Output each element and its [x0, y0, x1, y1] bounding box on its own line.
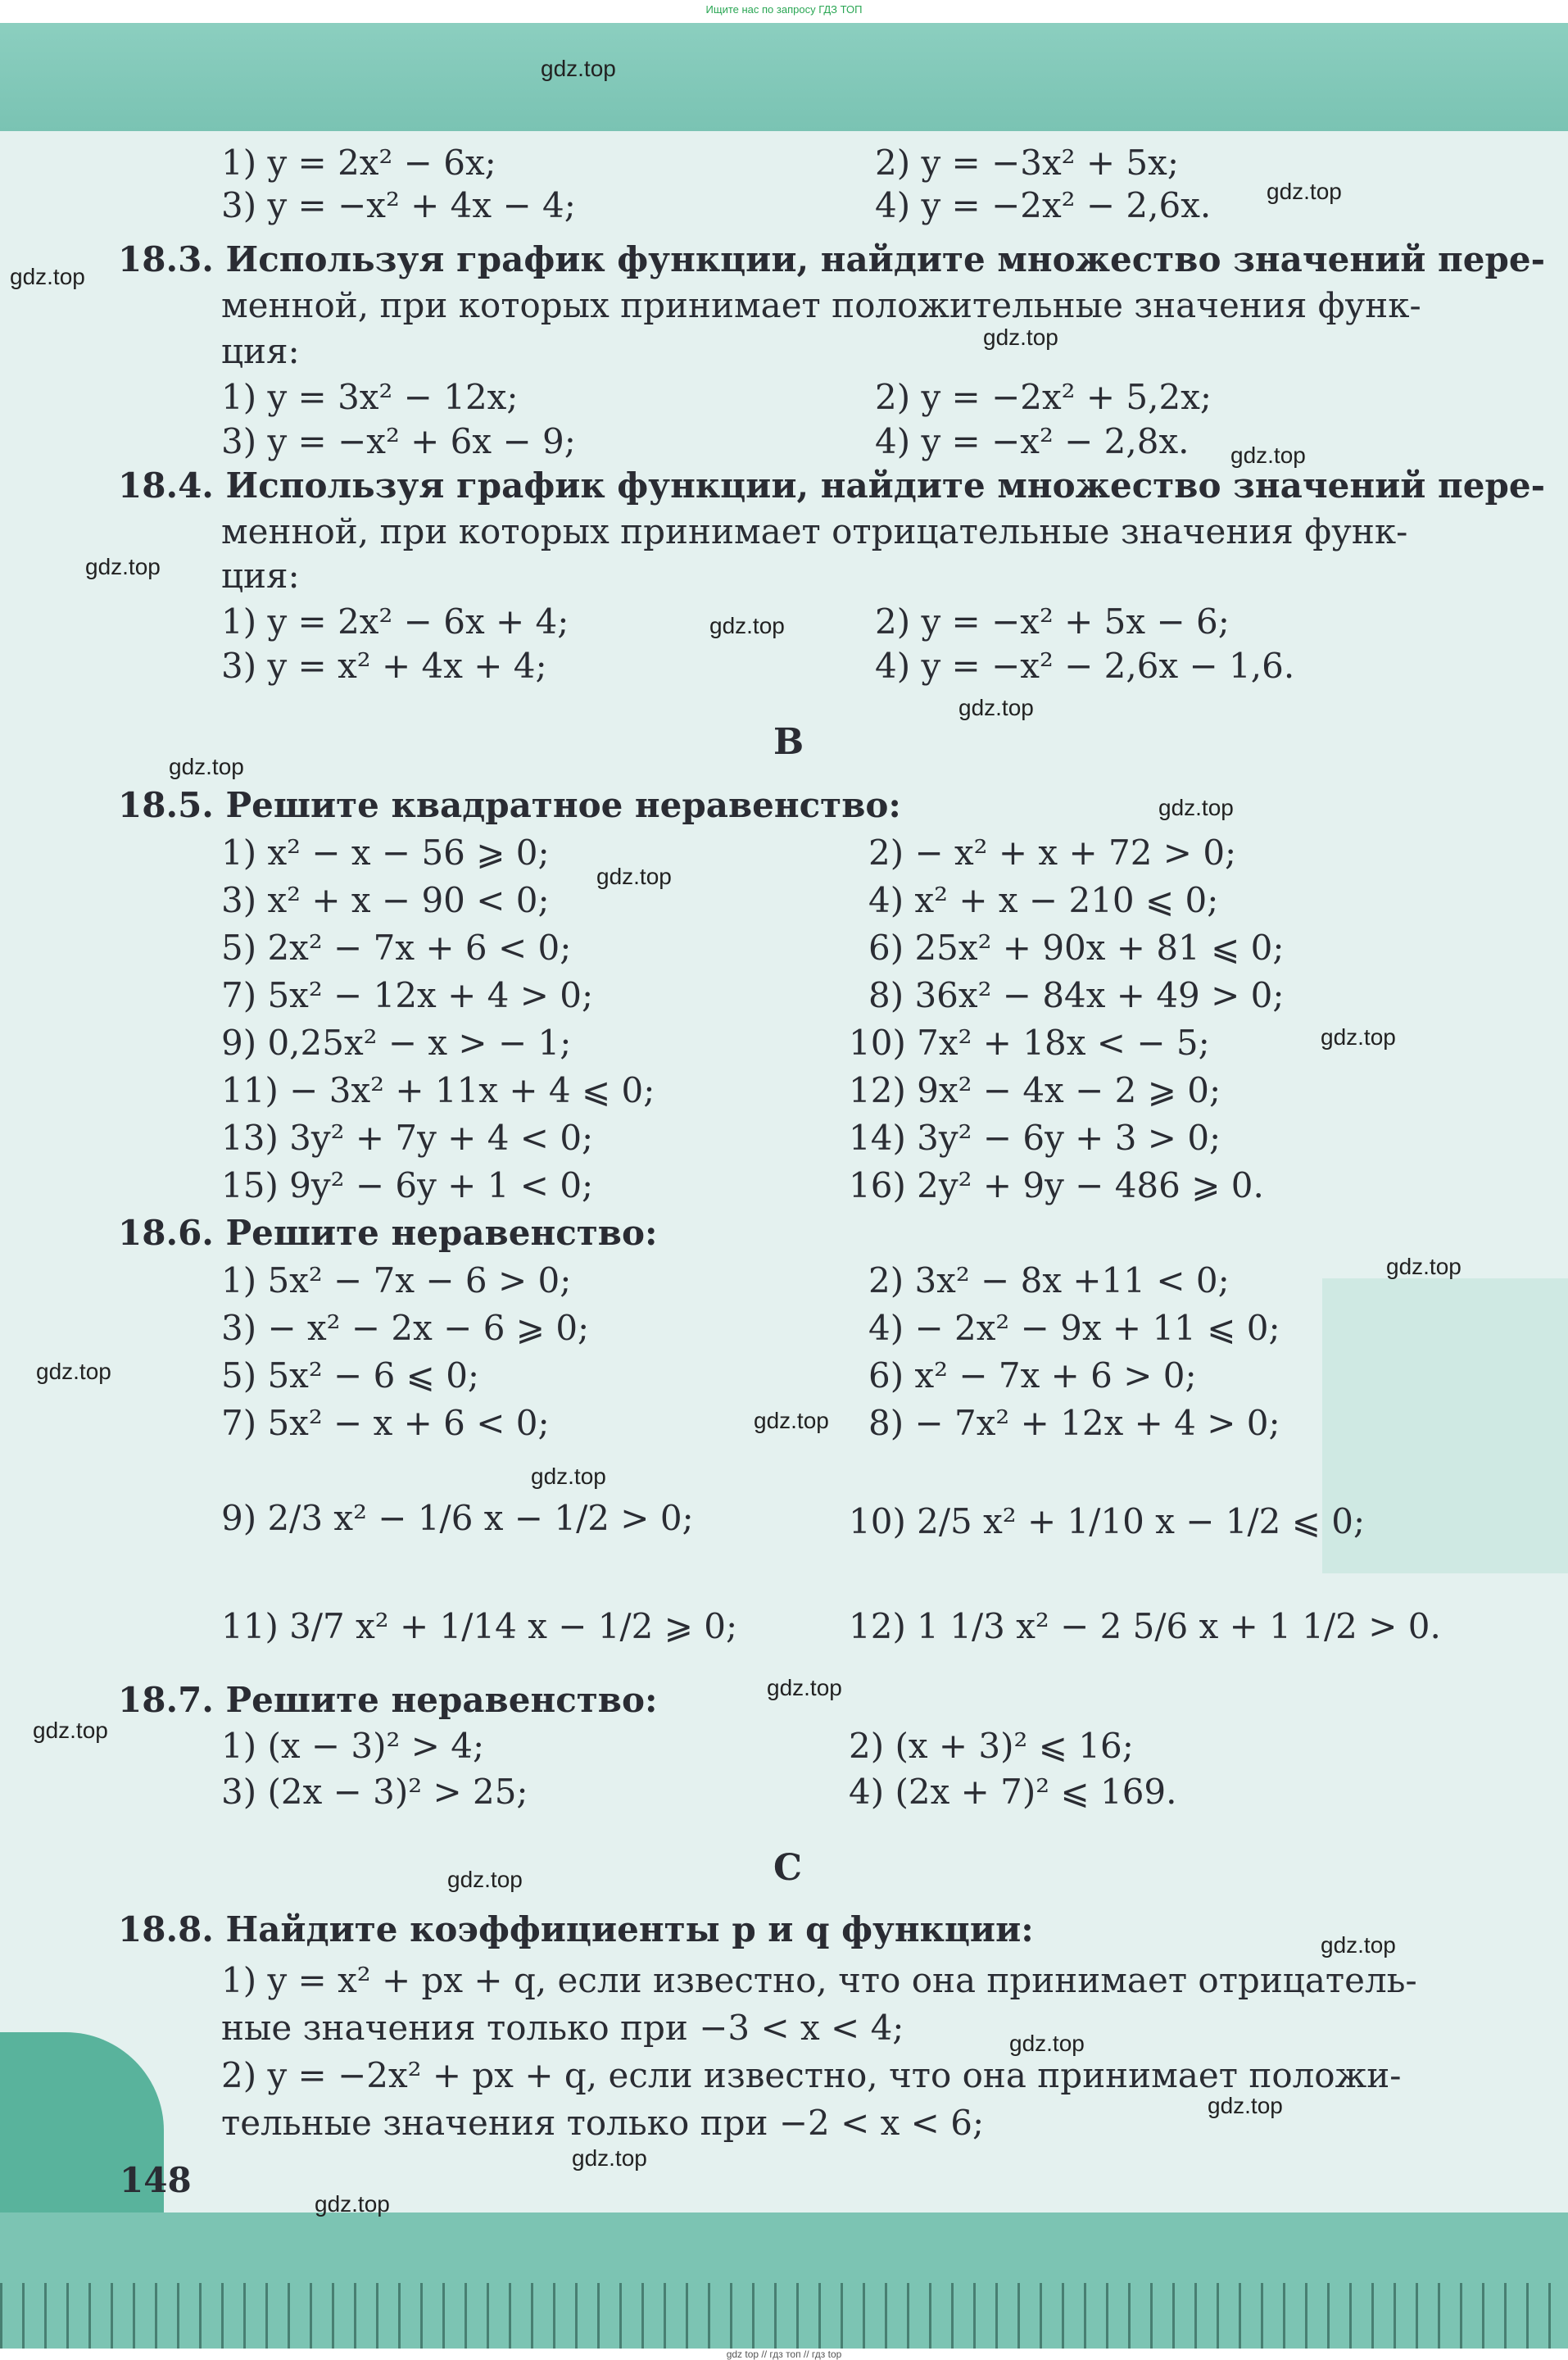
exercise-line: 1) y = 3x² − 12x; [221, 377, 519, 417]
watermark: gdz.top [572, 2145, 647, 2171]
exercise-line: ция: [221, 331, 300, 371]
exercise-heading: 18.4. Используя график функции, найдите множество значений пере- [118, 465, 1545, 506]
watermark: gdz.top [709, 613, 785, 638]
exercise-line: 3) y = −x² + 6x − 9; [221, 421, 576, 461]
exercise-line: 1) y = 2x² − 6x + 4; [221, 601, 569, 642]
watermark: gdz.top [36, 1359, 111, 1384]
exercise-line: 9) 0,25x² − x > − 1; [221, 1023, 572, 1063]
exercise-line: менной, при которых принимает положительные значения функ- [221, 285, 1421, 325]
exercise-line: 3) x² + x − 90 < 0; [221, 880, 550, 920]
watermark: gdz.top [1386, 1254, 1462, 1279]
exercise-line: 4) x² + x − 210 ⩽ 0; [868, 880, 1219, 920]
watermark: gdz.top [1208, 2093, 1283, 2118]
exercise-line: 4) y = −2x² − 2,6x. [875, 185, 1212, 225]
exercise-line: 4) y = −x² − 2,8x. [875, 421, 1190, 461]
page-number: 148 [120, 2160, 192, 2200]
exercise-line: 1) x² − x − 56 ⩾ 0; [221, 833, 550, 873]
watermark: gdz.top [1321, 1024, 1396, 1050]
exercise-heading: 18.7. Решите неравенство: [118, 1680, 658, 1720]
exercise-line: 1) 5x² − 7x − 6 > 0; [221, 1260, 572, 1300]
exercise-line: тельные значения только при −2 < x < 6; [221, 2103, 985, 2143]
exercise-line: 16) 2y² + 9y − 486 ⩾ 0. [849, 1165, 1264, 1205]
exercise-line: 1) (x − 3)² > 4; [221, 1726, 485, 1766]
exercise-line: 9) 2/3 x² − 1/6 x − 1/2 > 0; [221, 1498, 694, 1538]
exercise-line: 2) y = −2x² + 5,2x; [875, 377, 1212, 417]
watermark: gdz.top [85, 554, 161, 579]
watermark: gdz.top [958, 695, 1034, 720]
exercise-line: 15) 9y² − 6y + 1 < 0; [221, 1165, 594, 1205]
section-letter: B [773, 721, 804, 763]
exercise-line: 14) 3y² − 6y + 3 > 0; [849, 1118, 1221, 1158]
exercise-line: ные значения только при −3 < x < 4; [221, 2008, 904, 2048]
exercise-line: 6) x² − 7x + 6 > 0; [868, 1355, 1197, 1396]
exercise-line: 5) 2x² − 7x + 6 < 0; [221, 928, 572, 968]
watermark: gdz.top [33, 1718, 108, 1743]
exercise-line: 12) 9x² − 4x − 2 ⩾ 0; [849, 1070, 1221, 1110]
exercise-line: 8) − 7x² + 12x + 4 > 0; [868, 1403, 1280, 1443]
top-note: Ищите нас по запросу ГДЗ ТОП [705, 3, 863, 16]
exercise-line: ция: [221, 556, 300, 596]
watermark: gdz.top [10, 264, 85, 289]
exercise-line: 13) 3y² + 7y + 4 < 0; [221, 1118, 594, 1158]
exercise-line: 7) 5x² − x + 6 < 0; [221, 1403, 550, 1443]
watermark: gdz.top [1267, 179, 1342, 204]
exercise-line: 11) − 3x² + 11x + 4 ⩽ 0; [221, 1070, 655, 1110]
exercise-line: 4) y = −x² − 2,6x − 1,6. [875, 646, 1295, 686]
watermark: gdz.top [541, 56, 616, 81]
exercise-line: 2) (x + 3)² ⩽ 16; [849, 1726, 1134, 1766]
exercise-line: 3) (2x − 3)² > 25; [221, 1772, 528, 1812]
bottom-note: gdz top // гдз топ // гдз top [726, 2349, 842, 2360]
watermark: gdz.top [754, 1408, 829, 1433]
watermark: gdz.top [767, 1675, 842, 1700]
watermark: gdz.top [169, 754, 244, 779]
watermark: gdz.top [447, 1867, 523, 1892]
watermark: gdz.top [531, 1464, 606, 1489]
exercise-line: 3) − x² − 2x − 6 ⩾ 0; [221, 1308, 590, 1348]
watermark: gdz.top [596, 864, 672, 889]
exercise-line: 7) 5x² − 12x + 4 > 0; [221, 975, 594, 1015]
exercise-line: 3) y = −x² + 4x − 4; [221, 185, 576, 225]
exercise-heading: 18.5. Решите квадратное неравенство: [118, 785, 901, 825]
watermark: gdz.top [1158, 795, 1234, 820]
exercise-line: 12) 1 1/3 x² − 2 5/6 x + 1 1/2 > 0. [849, 1606, 1441, 1646]
exercise-line: 1) y = x² + px + q, если известно, что она принимает отрицатель- [221, 1960, 1417, 2000]
watermark: gdz.top [1321, 1932, 1396, 1958]
exercise-line: 10) 7x² + 18x < − 5; [849, 1023, 1210, 1063]
exercise-line: 2) 3x² − 8x +11 < 0; [868, 1260, 1230, 1300]
watermark: gdz.top [983, 324, 1058, 350]
exercise-line: 4) − 2x² − 9x + 11 ⩽ 0; [868, 1308, 1280, 1348]
exercise-line: 6) 25x² + 90x + 81 ⩽ 0; [868, 928, 1285, 968]
exercise-heading: 18.6. Решите неравенство: [118, 1213, 658, 1253]
exercise-heading: 18.3. Используя график функции, найдите множество значений пере- [118, 239, 1545, 279]
exercise-line: 2) y = −x² + 5x − 6; [875, 601, 1230, 642]
exercise-line: менной, при которых принимает отрицательные значения функ- [221, 511, 1408, 551]
exercise-line: 8) 36x² − 84x + 49 > 0; [868, 975, 1285, 1015]
watermark: gdz.top [1009, 2031, 1085, 2056]
section-letter: C [773, 1847, 803, 1889]
exercise-line: 5) 5x² − 6 ⩽ 0; [221, 1355, 480, 1396]
exercise-line: 3) y = x² + 4x + 4; [221, 646, 547, 686]
exercise-line: 2) − x² + x + 72 > 0; [868, 833, 1237, 873]
exercise-line: 1) y = 2x² − 6x; [221, 143, 496, 183]
exercise-line: 11) 3/7 x² + 1/14 x − 1/2 ⩾ 0; [221, 1606, 738, 1646]
exercise-line: 2) y = −2x² + px + q, если известно, что она принимает положи- [221, 2055, 1402, 2095]
exercise-heading: 18.8. Найдите коэффициенты p и q функции: [118, 1909, 1034, 1949]
exercise-line: 4) (2x + 7)² ⩽ 169. [849, 1772, 1177, 1812]
exercise-line: 10) 2/5 x² + 1/10 x − 1/2 ⩽ 0; [849, 1501, 1366, 1541]
exercise-line: 2) y = −3x² + 5x; [875, 143, 1179, 183]
watermark: gdz.top [1230, 442, 1306, 468]
watermark: gdz.top [315, 2191, 390, 2217]
